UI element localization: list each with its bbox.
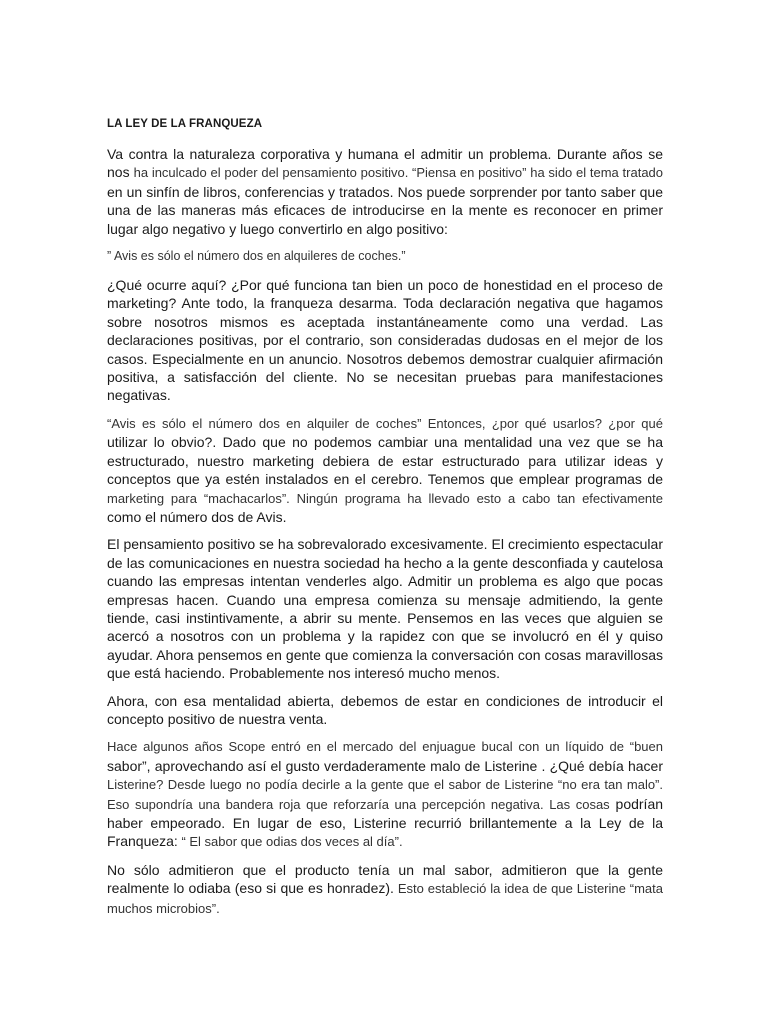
paragraph-6-line-3: Listerine? Desde luego no podía decirle a la gente que el sabor de Listerine “no era tan malo”. Eso supondría una bandera roja que reforzaría una percepción negativa. Las cosas [107, 777, 663, 812]
paragraph-1-rest: en un sinfín de libros, conferencias y tratados. Nos puede sorprender por tanto saber que una de las maneras más eficaces de introducirse en la mente es reconocer en primer lugar algo negativo y luego convertirlo en algo positivo: [107, 183, 663, 237]
paragraph-2: ¿Qué ocurre aquí? ¿Por qué funciona tan bien un poco de honestidad en el proceso de marketing? Ante todo, la franqueza desarma. Toda declaración negativa que hagamos sobre nosotros mismos es aceptada instantáneamente como una verdad. Las declaraciones positivas, por el contrario, son consideradas dudosas en el mejor de los casos. Especialmente en un anuncio. Nosotros debemos demostrar cualquier afirmación positiva, a satisfacción del cliente. No se necesitan pruebas para manifestaciones negativas. [107, 277, 663, 404]
paragraph-3 [107, 414, 663, 526]
paragraph-1-line-1: Va contra la naturaleza corporativa y humana el admitir un problema. Durante años se nos [107, 146, 663, 181]
document-page [107, 118, 663, 927]
paragraph-3-end: como el número dos de Avis. [107, 508, 287, 525]
paragraph-6-line-5: podrían haber empeorado. En lugar de eso, Listerine recurrió brillantemente a la Ley de la Franqueza: [107, 795, 664, 850]
paragraph-1 [107, 145, 663, 238]
paragraph-6-quote: “ El sabor que odias dos veces al día”. [177, 834, 403, 850]
paragraph-4: El pensamiento positivo se ha sobrevalorado excesivamente. El crecimiento espectacular de las comunicaciones en nuestra sociedad ha hecho a la gente desconfiada y cautelosa cuando las empresas intentan venderles algo. Admitir un problema es algo que pocas empresas hacen. Cuando una empresa comienza su mensaje admitiendo, la gente tiende, casi instintivamente, a abrir su mente. Pensemos en las veces que alguien se acercó a nosotros con un problema y la rapidez con que se involucró en él y quiso ayudar. Ahora pensemos en gente que comienza la conversación con cosas maravillosas que está haciendo. Probablemente nos interesó mucho menos. [107, 536, 663, 682]
paragraph-1-line-2: ha inculcado el poder del pensamiento positivo. “Piensa en positivo” ha sido el tema tratado [133, 165, 664, 181]
paragraph-6 [107, 737, 663, 851]
paragraph-7 [107, 861, 663, 918]
document-title: LA LEY DE LA FRANQUEZA [107, 118, 263, 130]
paragraph-3-body: utilizar lo obvio?. Dado que no podemos cambiar una mentalidad una vez que se ha estructurado, nuestro marketing debiera de estar estructurado para utilizar ideas y conceptos que ya estén instalados en el cerebro. Tenemos que emplear programas de [107, 434, 663, 488]
quote-1: ” Avis es sólo el número dos en alquileres de coches.” [107, 249, 406, 264]
paragraph-3-line-1: “Avis es sólo el número dos en alquiler de coches” Entonces, ¿por qué usarlos? ¿por qué [107, 415, 663, 431]
paragraph-5: Ahora, con esa mentalidad abierta, debemos de estar en condiciones de introducir el concepto positivo de nuestra venta. [107, 692, 663, 727]
paragraph-7-body: No sólo admitieron que el producto tenía un mal sabor, admitieron que la gente realmente lo odiaba (eso si que es honradez). [107, 861, 663, 897]
paragraph-7-end: Esto estableció la idea de que Listerine “mata muchos microbios”. [107, 881, 663, 916]
paragraph-6-line-1: Hace algunos años Scope entró en el mercado del enjuague bucal con un líquido de “buen [107, 739, 663, 755]
paragraph-3-line-4: marketing para “machacarlos”. Ningún programa ha llevado esto a cabo tan efectivamente [107, 490, 663, 506]
paragraph-6-line-2: sabor”, aprovechando así el gusto verdaderamente malo de Listerine . ¿Qué debía hacer [107, 757, 663, 774]
